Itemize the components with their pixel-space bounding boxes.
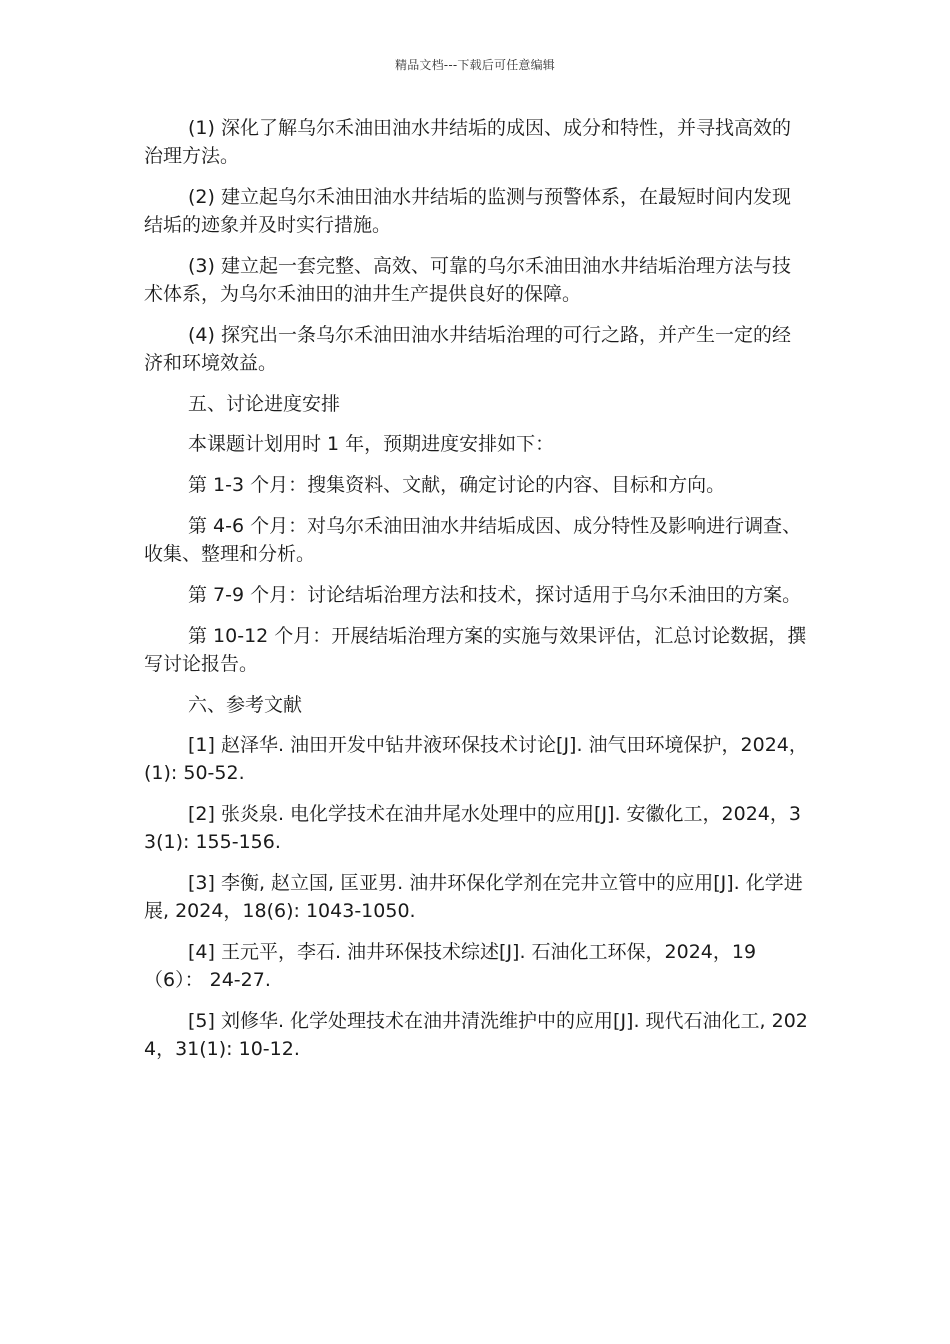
page-header: 精品文档---下载后可任意编辑: [395, 58, 555, 72]
section-heading-schedule: 五、讨论进度安排: [188, 393, 341, 415]
objective-3: (3) 建立起一套完整、高效、可靠的乌尔禾油田油水井结垢治理方法与技术体系，为乌尔禾油田的油井生产提供良好的保障。: [144, 255, 791, 305]
schedule-item-3: 第 7-9 个月：讨论结垢治理方法和技术，探讨适用于乌尔禾油田的方案。: [188, 584, 802, 606]
reference-2: [2] 张炎泉. 电化学技术在油井尾水处理中的应用[J]. 安徽化工，2024，33(1): 155-156.: [144, 803, 801, 853]
schedule-intro: 本课题计划用时 1 年，预期进度安排如下：: [188, 433, 555, 455]
schedule-item-4: 第 10-12 个月：开展结垢治理方案的实施与效果评估，汇总讨论数据，撰写讨论报告。: [144, 625, 807, 675]
document-body: [144, 114, 808, 1076]
reference-4: [4] 王元平，李石. 油井环保技术综述[J]. 石油化工环保，2024，19（6）： 24-27.: [144, 941, 757, 991]
objective-1: (1) 深化了解乌尔禾油田油水井结垢的成因、成分和特性，并寻找高效的治理方法。: [144, 117, 791, 167]
reference-1: [1] 赵泽华. 油田开发中钻井液环保技术讨论[J]. 油气田环境保护，2024，(1): 50-52.: [144, 734, 808, 784]
reference-5: [5] 刘修华. 化学处理技术在油井清洗维护中的应用[J]. 现代石油化工, 2024，31(1): 10-12.: [144, 1010, 808, 1060]
section-heading-references: 六、参考文献: [188, 694, 303, 716]
schedule-item-2: 第 4-6 个月：对乌尔禾油田油水井结垢成因、成分特性及影响进行调查、收集、整理和分析。: [144, 515, 802, 565]
objective-4: (4) 探究出一条乌尔禾油田油水井结垢治理的可行之路，并产生一定的经济和环境效益。: [144, 324, 791, 374]
reference-3: [3] 李衡, 赵立国, 匡亚男. 油井环保化学剂在完井立管中的应用[J]. 化学进展, 2024，18(6): 1043-1050.: [144, 872, 803, 922]
objective-2: (2) 建立起乌尔禾油田油水井结垢的监测与预警体系，在最短时间内发现结垢的迹象并及时实行措施。: [144, 186, 791, 236]
schedule-item-1: 第 1-3 个月：搜集资料、文献，确定讨论的内容、目标和方向。: [188, 474, 726, 496]
